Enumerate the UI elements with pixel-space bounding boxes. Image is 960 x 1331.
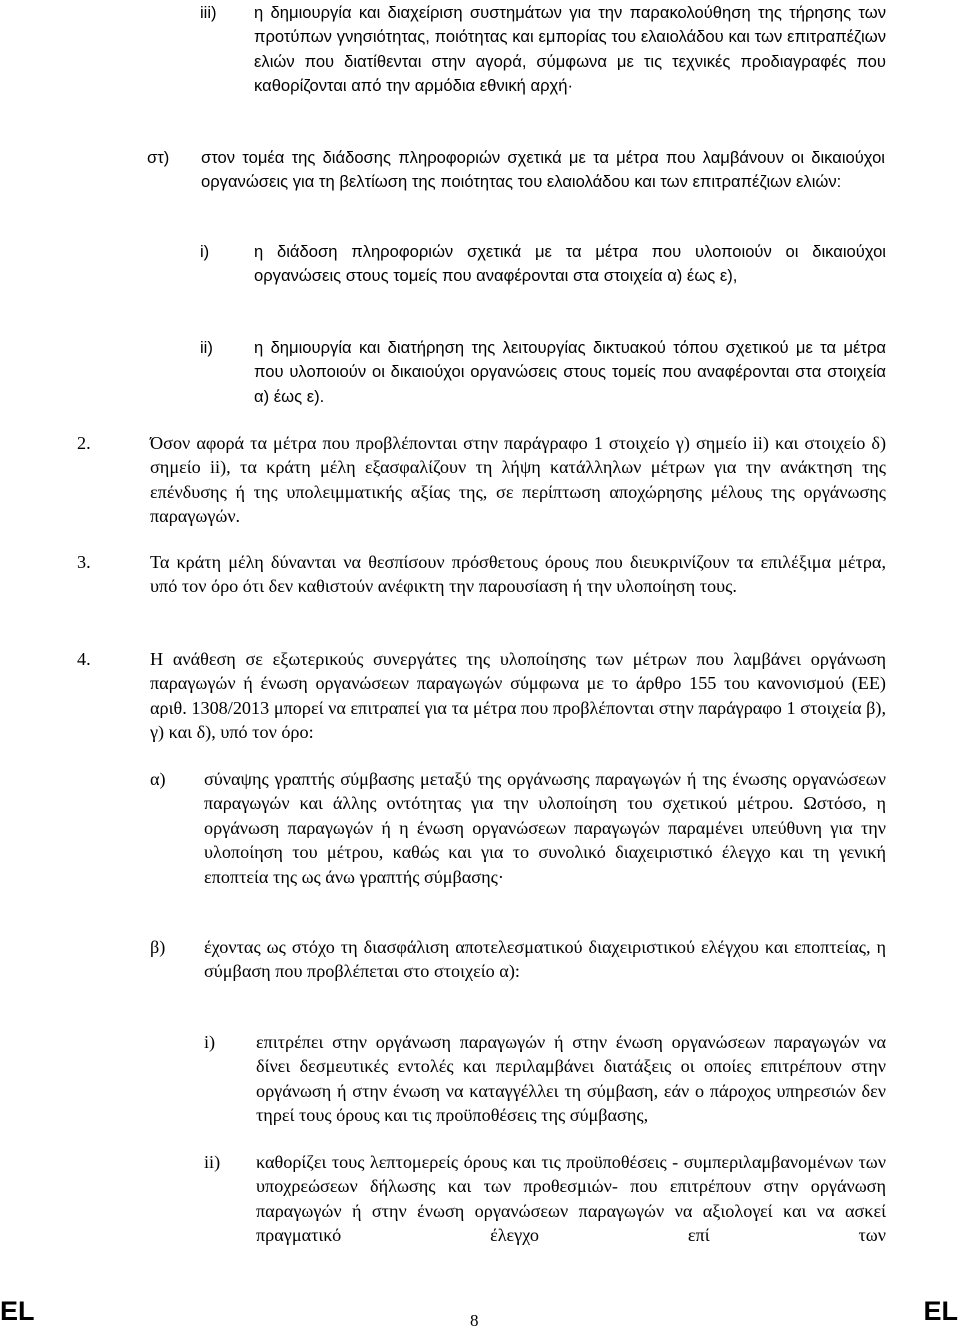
subpoint-label-b-ii: ii): [204, 1152, 221, 1172]
point-label-b: β): [150, 937, 166, 957]
subpoint-text-b-ii: καθορίζει τους λεπτομερείς όρους και τις προϋποθέσεις - συμπεριλαμβανομένων των υποχρεώσεων δήλωσης και των προθεσμιών- που επιτρέπουν στην οργάνωση παραγωγών ή στην ένωση οργανώσεων παραγωγών να αξιολογεί και να ασκεί πραγματικό έλεγχο επί των: [256, 1152, 886, 1246]
paragraph-4: Η ανάθεση σε εξωτερικούς συνεργάτες της υλοποίησης των μέτρων που λαμβάνει οργάνωση παραγωγών ή ένωση οργανώσεων παραγωγών σύμφωνα με το άρθρο 155 του κανονισμού (ΕΕ) αριθ. 1308/2013 μπορεί να επιτραπεί για τα μέτρα που προβλέπονται στην παράγραφο 1 στοιχεία β), γ) και δ), υπό τον όρο:: [150, 649, 886, 743]
subpoint-text-b-i: επιτρέπει στην οργάνωση παραγωγών ή στην ένωση οργανώσεων παραγωγών να δίνει δεσμευτικές εντολές και περιλαμβάνει διατάξεις οι οποίες επιτρέπουν στην οργάνωση ή στην ένωση να καταγγέλλει τη σύμβαση, εάν ο πάροχος υπηρεσιών δεν τηρεί τους όρους και τις προϋποθέσεις της σύμβασης,: [256, 1032, 886, 1126]
paragraph-3: Τα κράτη μέλη δύνανται να θεσπίσουν πρόσθετους όρους που διευκρινίζουν τα επιλέξιμα μέτρα, υπό τον όρο ότι δεν καθιστούν ανέφικτη την παρουσίαση ή την υλοποίηση τους.: [150, 552, 886, 597]
footer-language-code-right: EL: [923, 1296, 958, 1326]
paragraph-number-4: 4.: [77, 649, 91, 669]
subitem-text-st-ii: η δημιουργία και διατήρηση της λειτουργίας δικτυακού τόπου σχετικού με τα μέτρα που υλοποιούν οι δικαιούχοι οργανώσεις στους τομείς που αναφέρονται στα στοιχεία α) έως ε).: [254, 338, 886, 406]
point-text-b: έχοντας ως στόχο τη διασφάλιση αποτελεσματικού διαχειριστικού ελέγχου και εποπτείας, η σύμβαση που προβλέπεται στο στοιχείο α):: [204, 937, 886, 982]
point-text-a: σύναψης γραπτής σύμβασης μεταξύ της οργάνωσης παραγωγών ή της ένωσης οργανώσεων παραγωγών και άλλης οντότητας για την υλοποίηση του σχετικού μέτρου. Ωστόσο, η οργάνωση παραγωγών ή η ένωση οργανώσεων παραγωγών παραμένει υπεύθυνη για την υλοποίηση του μέτρου, καθώς και για το συνολικό διαχειριστικό έλεγχο και τη γενική εποπτεία της ως άνω γραπτής σύμβασης·: [204, 769, 886, 887]
item-label-st: στ): [147, 148, 170, 167]
paragraph-number-3: 3.: [77, 552, 91, 572]
item-text-iii: η δημιουργία και διαχείριση συστημάτων για την παρακολούθηση της τήρησης των προτύπων γνησιότητας, ποιότητας και εμπορίας του ελαιολάδου και των επιτραπέζιων ελιών που διατίθενται στην αγορά, σύμφωνα με τις τεχνικές προδιαγραφές που καθορίζονται από την αρμόδια εθνική αρχή·: [254, 3, 886, 96]
subitem-label-st-ii: ii): [200, 338, 213, 357]
point-label-a: α): [150, 769, 166, 789]
paragraph-number-2: 2.: [77, 433, 91, 453]
page-number: 8: [470, 1311, 479, 1330]
item-label-iii: iii): [200, 3, 217, 22]
item-text-st: στον τομέα της διάδοσης πληροφοριών σχετικά με τα μέτρα που λαμβάνουν οι δικαιούχοι οργανώσεις για τη βελτίωση της ποιότητας του ελαιολάδου και των επιτραπέζιων ελιών:: [201, 148, 885, 192]
subitem-text-st-i: η διάδοση πληροφοριών σχετικά με τα μέτρα που υλοποιούν οι δικαιούχοι οργανώσεις στους τομείς που αναφέρονται στα στοιχεία α) έως ε),: [254, 242, 886, 286]
subitem-label-st-i: i): [200, 242, 210, 261]
footer-language-code-left: EL: [0, 1296, 35, 1326]
paragraph-2: Όσον αφορά τα μέτρα που προβλέπονται στην παράγραφο 1 στοιχείο γ) σημείο ii) και στοιχείο δ) σημείο ii), τα κράτη μέλη εξασφαλίζουν τη λήψη κατάλληλων μέτρων για την ανάκτηση της επένδυσης ή της υπολειμματικής αξίας της, σε περίπτωση αποχώρησης μέλους της οργάνωσης παραγωγών.: [150, 433, 886, 527]
subpoint-label-b-i: i): [204, 1032, 216, 1052]
